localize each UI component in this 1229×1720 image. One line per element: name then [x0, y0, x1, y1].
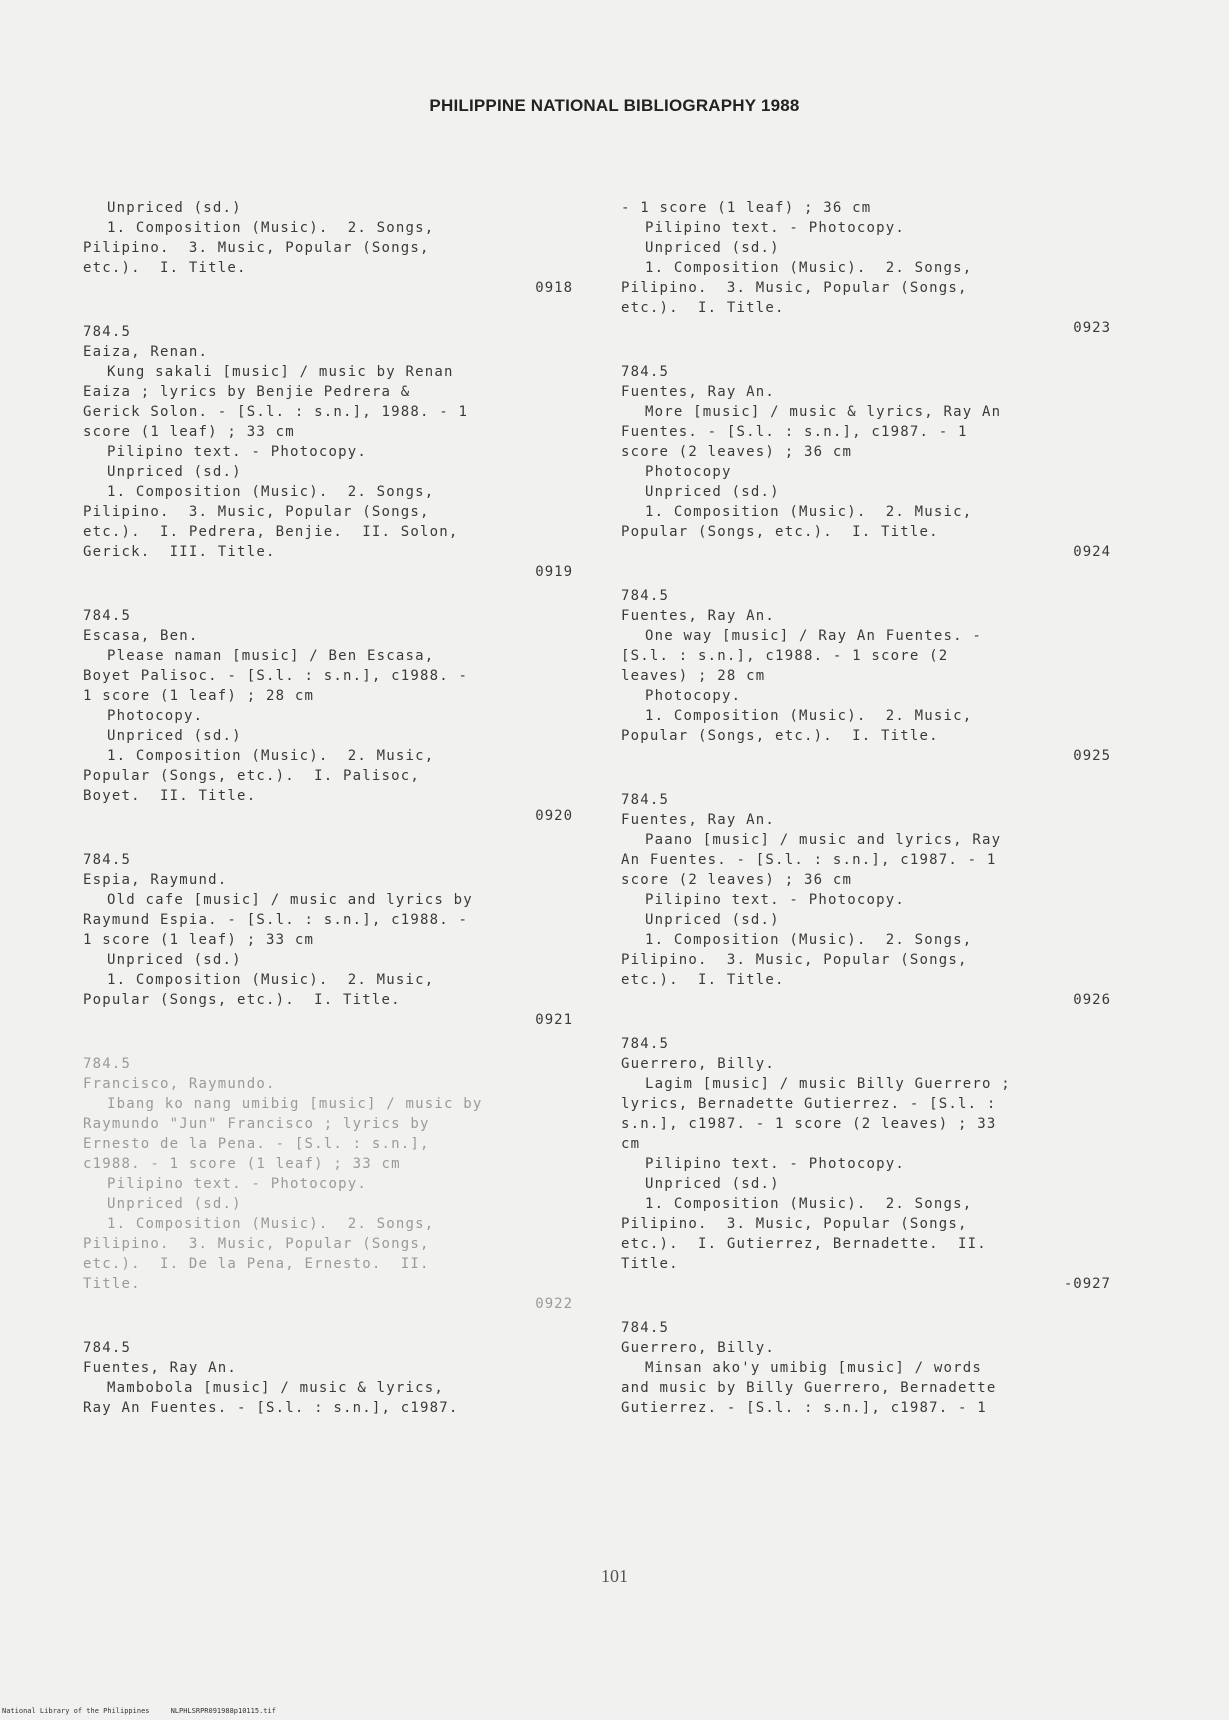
entry-line: Fuentes, Ray An.	[621, 384, 776, 400]
call-number: 784.5	[621, 588, 670, 604]
entry-line: Pilipino text. - Photocopy.	[107, 1176, 367, 1192]
entry-line: etc.). I. Title.	[83, 260, 247, 276]
call-number: 784.5	[83, 1340, 132, 1356]
entry-line: 1. Composition (Music). 2. Songs,	[107, 484, 435, 500]
entry-line: Unpriced (sd.)	[107, 464, 242, 480]
entry-line: Ernesto de la Pena. - [S.l. : s.n.],	[83, 1136, 430, 1152]
entry-line: Unpriced (sd.)	[645, 912, 780, 928]
entry-line: Gerick Solon. - [S.l. : s.n.], 1988. - 1	[83, 404, 469, 420]
entry-line: 1 score (1 leaf) ; 28 cm	[83, 688, 315, 704]
entry-line: Pilipino. 3. Music, Popular (Songs,	[621, 1216, 968, 1232]
bibliography-entry	[83, 198, 573, 298]
page-title: PHILIPPINE NATIONAL BIBLIOGRAPHY 1988	[429, 96, 800, 115]
entry-line: Kung sakali [music] / music by Renan	[107, 364, 454, 380]
entry-line: 1. Composition (Music). 2. Music,	[645, 504, 973, 520]
entry-line: Photocopy	[645, 464, 732, 480]
entry-line: Title.	[621, 1256, 679, 1272]
entry-line: Minsan ako'y umibig [music] / words	[645, 1360, 983, 1376]
entry-line: An Fuentes. - [S.l. : s.n.], c1987. - 1	[621, 852, 997, 868]
bibliography-entry	[621, 1318, 1111, 1418]
entry-line: Fuentes, Ray An.	[83, 1360, 238, 1376]
entry-line: lyrics, Bernadette Gutierrez. - [S.l. :	[621, 1096, 997, 1112]
entry-line: 1. Composition (Music). 2. Songs,	[107, 1216, 435, 1232]
bibliography-entry	[621, 362, 1111, 562]
entry-line: Gerick. III. Title.	[83, 544, 276, 560]
entry-line: Pilipino. 3. Music, Popular (Songs,	[621, 952, 968, 968]
entry-line: Popular (Songs, etc.). I. Palisoc,	[83, 768, 421, 784]
entry-line: Unpriced (sd.)	[645, 1176, 780, 1192]
entry-line: Old cafe [music] / music and lyrics by	[107, 892, 473, 908]
entry-line: score (2 leaves) ; 36 cm	[621, 444, 853, 460]
entry-line: Popular (Songs, etc.). I. Title.	[621, 728, 939, 744]
entry-line: s.n.], c1987. - 1 score (2 leaves) ; 33	[621, 1116, 997, 1132]
bibliography-entry	[621, 198, 1111, 338]
call-number: 784.5	[621, 1320, 670, 1336]
entry-line: Fuentes, Ray An.	[621, 608, 776, 624]
entry-line: Unpriced (sd.)	[645, 484, 780, 500]
entry-line: Pilipino. 3. Music, Popular (Songs,	[83, 240, 430, 256]
bibliography-entry	[83, 850, 573, 1030]
entry-line: etc.). I. De la Pena, Ernesto. II.	[83, 1256, 430, 1272]
entry-line: Guerrero, Billy.	[621, 1340, 776, 1356]
entry-line: Popular (Songs, etc.). I. Title.	[621, 524, 939, 540]
bibliography-entry	[621, 1034, 1111, 1294]
entry-line: 1. Composition (Music). 2. Songs,	[645, 260, 973, 276]
right-column	[621, 198, 1111, 1442]
call-number: 784.5	[83, 1056, 132, 1072]
entry-line: - 1 score (1 leaf) ; 36 cm	[621, 200, 872, 216]
entry-line: Pilipino text. - Photocopy.	[645, 892, 905, 908]
entry-line: Boyet Palisoc. - [S.l. : s.n.], c1988. -	[83, 668, 469, 684]
entry-line: cm	[621, 1136, 641, 1152]
bibliography-entry	[621, 586, 1111, 766]
entry-number: 0923	[1073, 320, 1111, 336]
left-column	[83, 198, 573, 1442]
entry-line: Fuentes, Ray An.	[621, 812, 776, 828]
entry-number: 0921	[535, 1012, 573, 1028]
entry-number: 0925	[1073, 748, 1111, 764]
entry-line: and music by Billy Guerrero, Bernadette	[621, 1380, 997, 1396]
entry-line: Photocopy.	[107, 708, 204, 724]
entry-line: Raymund Espia. - [S.l. : s.n.], c1988. -	[83, 912, 469, 928]
entry-line: Ibang ko nang umibig [music] / music by	[107, 1096, 483, 1112]
entry-line: Eaiza ; lyrics by Benjie Pedrera &	[83, 384, 411, 400]
entry-line: 1. Composition (Music). 2. Music,	[107, 972, 435, 988]
entry-number: 0924	[1073, 544, 1111, 560]
call-number: 784.5	[83, 324, 132, 340]
call-number: 784.5	[621, 364, 670, 380]
entry-line: score (1 leaf) ; 33 cm	[83, 424, 295, 440]
entry-line: 1. Composition (Music). 2. Music,	[645, 708, 973, 724]
entry-line: More [music] / music & lyrics, Ray An	[645, 404, 1002, 420]
entry-line: etc.). I. Pedrera, Benjie. II. Solon,	[83, 524, 459, 540]
entry-line: Unpriced (sd.)	[107, 952, 242, 968]
entry-line: Guerrero, Billy.	[621, 1056, 776, 1072]
entry-line: 1 score (1 leaf) ; 33 cm	[83, 932, 315, 948]
entry-line: etc.). I. Gutierrez, Bernadette. II.	[621, 1236, 987, 1252]
entry-number: 0919	[535, 564, 573, 580]
entry-line: Pilipino. 3. Music, Popular (Songs,	[621, 280, 968, 296]
entry-line: 1. Composition (Music). 2. Songs,	[107, 220, 435, 236]
entry-line: Espia, Raymund.	[83, 872, 228, 888]
bibliography-entry	[83, 322, 573, 582]
entry-number: 0922	[535, 1296, 573, 1312]
entry-line: Fuentes. - [S.l. : s.n.], c1987. - 1	[621, 424, 968, 440]
entry-line: Raymundo "Jun" Francisco ; lyrics by	[83, 1116, 430, 1132]
entry-line: etc.). I. Title.	[621, 972, 785, 988]
entry-number: 0926	[1073, 992, 1111, 1008]
entry-line: Ray An Fuentes. - [S.l. : s.n.], c1987.	[83, 1400, 459, 1416]
entry-line: 1. Composition (Music). 2. Music,	[107, 748, 435, 764]
entry-line: Escasa, Ben.	[83, 628, 199, 644]
entry-line: Mambobola [music] / music & lyrics,	[107, 1380, 445, 1396]
entry-line: Paano [music] / music and lyrics, Ray	[645, 832, 1002, 848]
entry-line: Please naman [music] / Ben Escasa,	[107, 648, 435, 664]
entry-line: Pilipino. 3. Music, Popular (Songs,	[83, 1236, 430, 1252]
entry-number: -0927	[1063, 1276, 1111, 1292]
entry-line: Title.	[83, 1276, 141, 1292]
entry-line: Gutierrez. - [S.l. : s.n.], c1987. - 1	[621, 1400, 987, 1416]
call-number: 784.5	[83, 608, 132, 624]
entry-line: leaves) ; 28 cm	[621, 668, 766, 684]
entry-line: Unpriced (sd.)	[107, 728, 242, 744]
call-number: 784.5	[621, 1036, 670, 1052]
call-number: 784.5	[83, 852, 132, 868]
bibliography-entry	[83, 1338, 573, 1418]
entry-line: Unpriced (sd.)	[107, 200, 242, 216]
entry-line: Boyet. II. Title.	[83, 788, 257, 804]
call-number: 784.5	[621, 792, 670, 808]
entry-number: 0920	[535, 808, 573, 824]
entry-line: Pilipino text. - Photocopy.	[107, 444, 367, 460]
entry-line: Unpriced (sd.)	[107, 1196, 242, 1212]
entry-line: Pilipino text. - Photocopy.	[645, 220, 905, 236]
entry-line: Pilipino. 3. Music, Popular (Songs,	[83, 504, 430, 520]
entry-line: etc.). I. Title.	[621, 300, 785, 316]
entry-line: Eaiza, Renan.	[83, 344, 209, 360]
entry-line: 1. Composition (Music). 2. Songs,	[645, 932, 973, 948]
entry-line: Francisco, Raymundo.	[83, 1076, 276, 1092]
entry-line: Lagim [music] / music Billy Guerrero ;	[645, 1076, 1011, 1092]
entry-line: Unpriced (sd.)	[645, 240, 780, 256]
entry-number: 0918	[535, 280, 573, 296]
entry-line: Popular (Songs, etc.). I. Title.	[83, 992, 401, 1008]
page-number: 101	[601, 1566, 628, 1586]
entry-line: Photocopy.	[645, 688, 742, 704]
entry-line: [S.l. : s.n.], c1988. - 1 score (2	[621, 648, 949, 664]
entry-line: score (2 leaves) ; 36 cm	[621, 872, 853, 888]
bibliography-entry	[83, 1054, 573, 1314]
entry-line: 1. Composition (Music). 2. Songs,	[645, 1196, 973, 1212]
bibliography-entry	[83, 606, 573, 826]
footer-caption: National Library of the Philippines NLPHLSRPR091988p10115.tif	[2, 1707, 276, 1715]
bibliography-entry	[621, 790, 1111, 1010]
entry-line: One way [music] / Ray An Fuentes. -	[645, 628, 983, 644]
entry-line: Pilipino text. - Photocopy.	[645, 1156, 905, 1172]
entry-line: c1988. - 1 score (1 leaf) ; 33 cm	[83, 1156, 401, 1172]
